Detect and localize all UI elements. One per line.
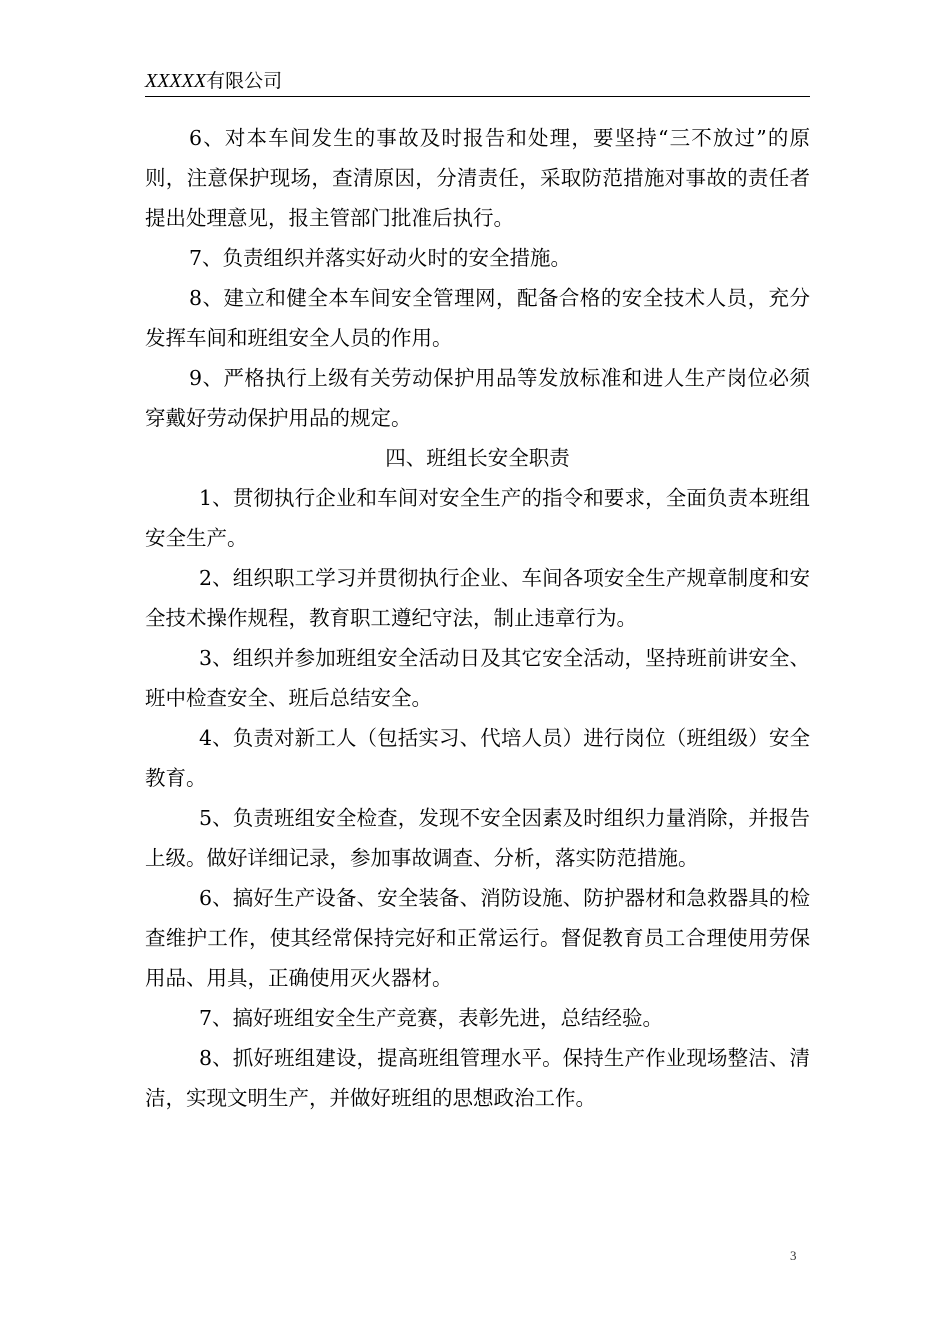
header-company-prefix: XXXXX	[145, 70, 207, 92]
paragraph-item-6: 6、搞好生产设备、安全装备、消防设施、防护器材和急救器具的检查维护工作，使其经常保持完好和正常运行。督促教育员工合理使用劳保用品、用具，正确使用灭火器材。	[145, 886, 810, 990]
paragraph-item-8-prev: 8、建立和健全本车间安全管理网，配备合格的安全技术人员，充分发挥车间和班组安全人员的作用。	[145, 286, 810, 350]
page-header	[145, 66, 810, 97]
header-company-suffix: 有限公司	[206, 70, 283, 92]
page-number: 3	[790, 1248, 797, 1263]
paragraph-item-6-prev: 6、对本车间发生的事故及时报告和处理，要坚持“三不放过”的原则，注意保护现场，查清原因，分清责任，采取防范措施对事故的责任者提出处理意见，报主管部门批准后执行。	[145, 126, 810, 230]
paragraph-item-5: 5、负责班组安全检查，发现不安全因素及时组织力量消除，并报告上级。做好详细记录，参加事故调查、分析，落实防范措施。	[145, 806, 810, 870]
paragraph-item-7-prev: 7、负责组织并落实好动火时的安全措施。	[189, 246, 572, 270]
document-body	[145, 118, 810, 1118]
paragraph-item-2: 2、组织职工学习并贯彻执行企业、车间各项安全生产规章制度和安全技术操作规程，教育职工遵纪守法，制止违章行为。	[145, 566, 810, 630]
paragraph-item-9-prev: 9、严格执行上级有关劳动保护用品等发放标准和进人生产岗位必须穿戴好劳动保护用品的规定。	[145, 366, 810, 430]
paragraph-item-8: 8、抓好班组建设，提高班组管理水平。保持生产作业现场整洁、清洁，实现文明生产，并做好班组的思想政治工作。	[145, 1046, 810, 1110]
paragraph-item-1: 1、贯彻执行企业和车间对安全生产的指令和要求，全面负责本班组安全生产。	[145, 486, 810, 550]
paragraph-item-4: 4、负责对新工人（包括实习、代培人员）进行岗位（班组级）安全教育。	[145, 726, 810, 790]
paragraph-item-3: 3、组织并参加班组安全活动日及其它安全活动，坚持班前讲安全、班中检查安全、班后总结安全。	[145, 646, 810, 710]
section-heading: 四、班组长安全职责	[385, 446, 570, 470]
paragraph-item-7: 7、搞好班组安全生产竞赛，表彰先进，总结经验。	[199, 1006, 664, 1030]
